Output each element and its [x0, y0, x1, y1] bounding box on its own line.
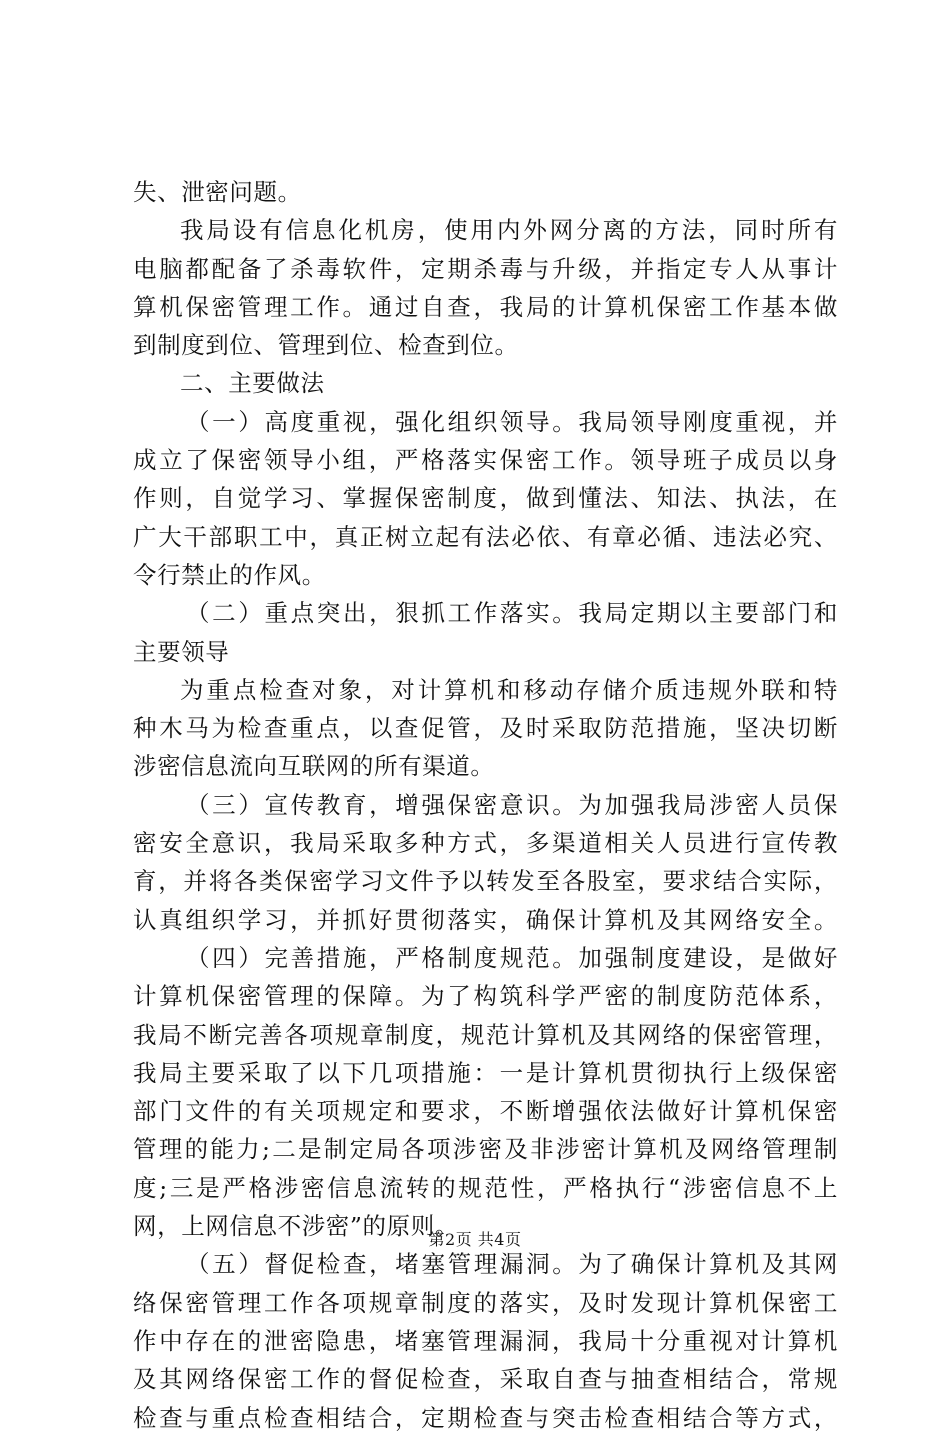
text-line: 算机保密管理工作。通过自查，我局的计算机保密工作基本做: [133, 292, 838, 321]
text-line: 主要领导: [133, 637, 230, 666]
text-line: 管理的能力;二是制定局各项涉密及非涉密计算机及网络管理制: [133, 1135, 838, 1164]
text-line: 种木马为检查重点，以查促管，及时采取防范措施，坚决切断: [133, 714, 838, 743]
text-line: 及其网络保密工作的督促检查，采取自查与抽查相结合，常规: [133, 1365, 838, 1394]
text-line: 育，并将各类保密学习文件予以转发至各股室，要求结合实际，: [133, 867, 838, 896]
text-line: 检查与重点检查相结合，定期检查与突击检查相结合等方式，: [133, 1403, 838, 1432]
text-line: （三）宣传教育，增强保密意识。为加强我局涉密人员保: [186, 790, 838, 819]
text-line: 成立了保密领导小组，严格落实保密工作。领导班子成员以身: [133, 446, 838, 475]
text-line: 我局不断完善各项规章制度，规范计算机及其网络的保密管理，: [133, 1020, 838, 1049]
text-line: 令行禁止的作风。: [133, 560, 326, 589]
text-line: 部门文件的有关项规定和要求，不断增强依法做好计算机保密: [133, 1097, 838, 1126]
text-line: 认真组织学习，并抓好贯彻落实，确保计算机及其网络安全。: [133, 905, 838, 934]
text-line: 作则，自觉学习、掌握保密制度，做到懂法、知法、执法，在: [133, 484, 838, 513]
text-line: 我局设有信息化机房，使用内外网分离的方法，同时所有: [180, 216, 838, 245]
text-line: （五）督促检查，堵塞管理漏洞。为了确保计算机及其网: [186, 1250, 838, 1279]
page-number-footer: 第2页 共4页: [428, 1230, 522, 1249]
text-line: （二）重点突出，狠抓工作落实。我局定期以主要部门和: [186, 599, 838, 628]
text-line: 失、泄密问题。: [133, 178, 302, 206]
text-line: 到制度到位、管理到位、检查到位。: [133, 331, 519, 360]
text-line: 广大干部职工中，真正树立起有法必依、有章必循、违法必究、: [133, 522, 838, 551]
text-line: 计算机保密管理的保障。为了构筑科学严密的制度防范体系，: [133, 982, 838, 1011]
text-line: 度;三是严格涉密信息流转的规范性，严格执行“涉密信息不上: [133, 1173, 838, 1202]
text-line: （一）高度重视，强化组织领导。我局领导刚度重视，并: [186, 407, 838, 436]
text-line: 作中存在的泄密隐患，堵塞管理漏洞，我局十分重视对计算机: [133, 1326, 838, 1355]
text-line: （四）完善措施，严格制度规范。加强制度建设，是做好: [186, 943, 838, 972]
text-line: 我局主要采取了以下几项措施：一是计算机贯彻执行上级保密: [133, 1058, 838, 1087]
text-line: 为重点检查对象，对计算机和移动存储介质违规外联和特: [180, 675, 838, 704]
text-line: 密安全意识，我局采取多种方式，多渠道相关人员进行宣传教: [133, 829, 838, 858]
text-line: 电脑都配备了杀毒软件，定期杀毒与升级，并指定专人从事计: [133, 254, 838, 283]
text-line: 涉密信息流向互联网的所有渠道。: [133, 752, 495, 781]
text-line: 络保密管理工作各项规章制度的落实，及时发现计算机保密工: [133, 1288, 838, 1317]
section-heading: 二、主要做法: [180, 369, 325, 398]
text-line: 网，上网信息不涉密”的原则。: [133, 1212, 459, 1241]
